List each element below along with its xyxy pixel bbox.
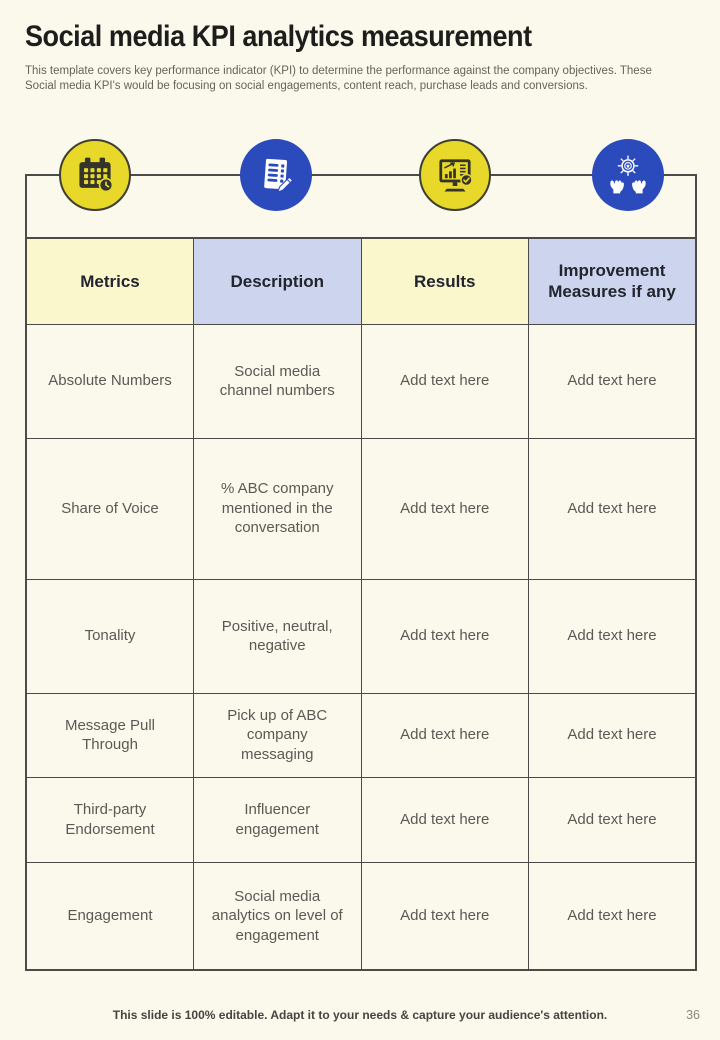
results-placeholder[interactable]: Add text here: [361, 438, 529, 579]
results-placeholder[interactable]: Add text here: [361, 693, 529, 777]
col-header-improvement: Improvement Measures if any: [529, 238, 697, 324]
results-placeholder[interactable]: Add text here: [361, 862, 529, 970]
improvement-placeholder[interactable]: Add text here: [529, 579, 697, 693]
description-cell: % ABC company mentioned in the conversation: [194, 438, 362, 579]
improvement-placeholder[interactable]: Add text here: [529, 438, 697, 579]
col-header-metrics: Metrics: [26, 238, 194, 324]
metric-cell: Absolute Numbers: [26, 324, 194, 438]
description-cell: Social media channel numbers: [194, 324, 362, 438]
results-placeholder[interactable]: Add text here: [361, 324, 529, 438]
table-row: [26, 862, 696, 970]
table-row: [26, 438, 696, 579]
description-cell: Positive, neutral, negative: [194, 579, 362, 693]
description-cell: Social media analytics on level of engagement: [194, 862, 362, 970]
page-number: 36: [686, 1008, 700, 1022]
hands-target-icon: [592, 139, 664, 211]
description-cell: Pick up of ABC company messaging: [194, 693, 362, 777]
calendar-clock-icon: [59, 139, 131, 211]
footer-note: This slide is 100% editable. Adapt it to your needs & capture your audience's attention.: [112, 1008, 608, 1022]
metric-cell: Third-party Endorsement: [26, 777, 194, 862]
checklist-pencil-icon: [240, 139, 312, 211]
table-row: [26, 579, 696, 693]
col-header-description: Description: [194, 238, 362, 324]
improvement-placeholder[interactable]: Add text here: [529, 324, 697, 438]
table-row: [26, 324, 696, 438]
table-header-row: [26, 238, 696, 324]
improvement-placeholder[interactable]: Add text here: [529, 777, 697, 862]
description-cell: Influencer engagement: [194, 777, 362, 862]
metric-cell: Share of Voice: [26, 438, 194, 579]
table-row: [26, 693, 696, 777]
improvement-placeholder[interactable]: Add text here: [529, 862, 697, 970]
improvement-placeholder[interactable]: Add text here: [529, 693, 697, 777]
metric-cell: Tonality: [26, 579, 194, 693]
icon-connector-strip: [25, 174, 697, 237]
page-title: Social media KPI analytics measurement: [25, 20, 532, 53]
page-subtitle: This template covers key performance indicator (KPI) to determine the performance against the company objectives. These Social media KPI's would be focusing on social engagements, content reach, purchase leads and conversions.: [25, 65, 652, 93]
col-header-results: Results: [361, 238, 529, 324]
monitor-chart-check-icon: [419, 139, 491, 211]
metric-cell: Message Pull Through: [26, 693, 194, 777]
results-placeholder[interactable]: Add text here: [361, 579, 529, 693]
kpi-table: [25, 237, 697, 971]
table-row: [26, 777, 696, 862]
metric-cell: Engagement: [26, 862, 194, 970]
results-placeholder[interactable]: Add text here: [361, 777, 529, 862]
